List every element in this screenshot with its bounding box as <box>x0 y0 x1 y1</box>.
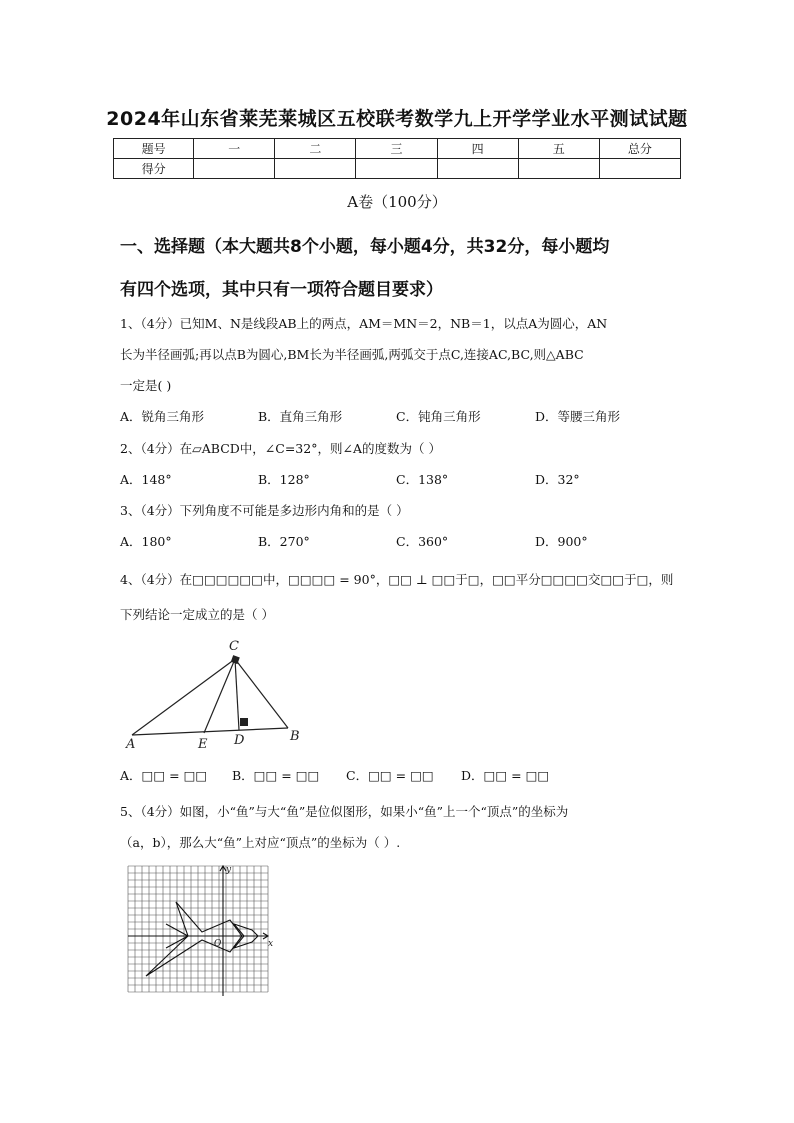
question-4-line-2: 下列结论一定成立的是（ ） <box>120 607 274 622</box>
table-cell: 三 <box>356 139 437 159</box>
triangle-figure <box>118 632 313 750</box>
page-title: 2024年山东省莱芜莱城区五校联考数学九上开学学业水平测试试题 <box>106 108 688 130</box>
table-cell: 五 <box>518 139 599 159</box>
question-5-line-2: （a，b），那么大“鱼”上对应“顶点”的坐标为（ ）. <box>120 835 401 850</box>
question-1-line-2: 长为半径画弧;再以点B为圆心,BM长为半径画弧,两弧交于点C,连接AC,BC,则△ABC <box>120 347 584 362</box>
label-x: x <box>268 939 274 949</box>
label-a: A <box>126 737 136 750</box>
score-entry-cell <box>194 159 275 179</box>
label-e: E <box>198 737 208 750</box>
table-cell: 题号 <box>114 139 194 159</box>
table-cell: 总分 <box>599 139 680 159</box>
table-cell: 得分 <box>114 159 194 179</box>
part-heading-line-1: 一、选择题（本大题共8个小题，每小题4分，共32分，每小题均 <box>120 237 610 257</box>
score-entry-cell <box>599 159 680 179</box>
q4-option-b: B．□□ = □□ <box>232 768 320 783</box>
label-c: C <box>229 639 239 654</box>
score-table-score-row <box>114 159 681 179</box>
table-cell: 四 <box>437 139 518 159</box>
section-title: A卷（100分） <box>347 193 447 211</box>
q1-option-c: C．钝角三角形 <box>396 409 481 424</box>
question-2-text: 2、（4分）在▱ABCD中，∠C=32°，则∠A的度数为（ ） <box>120 441 441 456</box>
segment-bc <box>235 659 288 728</box>
question-4-line-1: 4、（4分）在□□□□□□中，□□□□ = 90°，□□ ⊥ □□于□，□□平分□□□□交□□于□，则 <box>120 572 674 587</box>
score-entry-cell <box>356 159 437 179</box>
q3-option-a: A．180° <box>120 534 172 549</box>
q1-option-b: B．直角三角形 <box>258 409 343 424</box>
q1-option-d: D．等腰三角形 <box>535 409 621 424</box>
table-cell: 一 <box>194 139 275 159</box>
label-y: y <box>226 865 232 875</box>
question-5-line-1: 5、（4分）如图，小“鱼”与大“鱼”是位似图形，如果小“鱼”上一个“顶点”的坐标为 <box>120 804 569 819</box>
q2-option-c: C．138° <box>396 472 449 487</box>
q4-option-d: D．□□ = □□ <box>461 768 550 783</box>
score-entry-cell <box>275 159 356 179</box>
q1-option-a: A．锐角三角形 <box>120 409 205 424</box>
q3-option-c: C．360° <box>396 534 449 549</box>
segment-ab <box>132 728 288 735</box>
label-b: B <box>290 729 300 744</box>
question-1-line-1: 1、（4分）已知M、N是线段AB上的两点，AM＝MN＝2，NB＝1，以点A为圆心，AN <box>120 316 608 331</box>
right-angle-mark-d <box>240 718 248 726</box>
label-d: D <box>234 733 245 748</box>
table-cell: 二 <box>275 139 356 159</box>
score-entry-cell <box>518 159 599 179</box>
q2-option-d: D．32° <box>535 472 580 487</box>
fish-grid-figure <box>122 862 282 1002</box>
q2-option-a: A．148° <box>120 472 172 487</box>
score-table <box>113 138 681 179</box>
segment-cd <box>235 659 239 730</box>
q4-option-c: C．□□ = □□ <box>346 768 434 783</box>
label-o: O <box>214 939 222 949</box>
question-1-line-3: 一定是( ) <box>120 378 172 393</box>
question-3-text: 3、（4分）下列角度不可能是多边形内角和的是（ ） <box>120 503 409 518</box>
part-heading-line-2: 有四个选项，其中只有一项符合题目要求） <box>120 280 443 300</box>
big-fish <box>146 902 242 976</box>
score-table-header-row <box>114 139 681 159</box>
q3-option-d: D．900° <box>535 534 588 549</box>
q4-option-a: A．□□ = □□ <box>120 768 208 783</box>
q3-option-b: B．270° <box>258 534 310 549</box>
score-entry-cell <box>437 159 518 179</box>
q2-option-b: B．128° <box>258 472 310 487</box>
